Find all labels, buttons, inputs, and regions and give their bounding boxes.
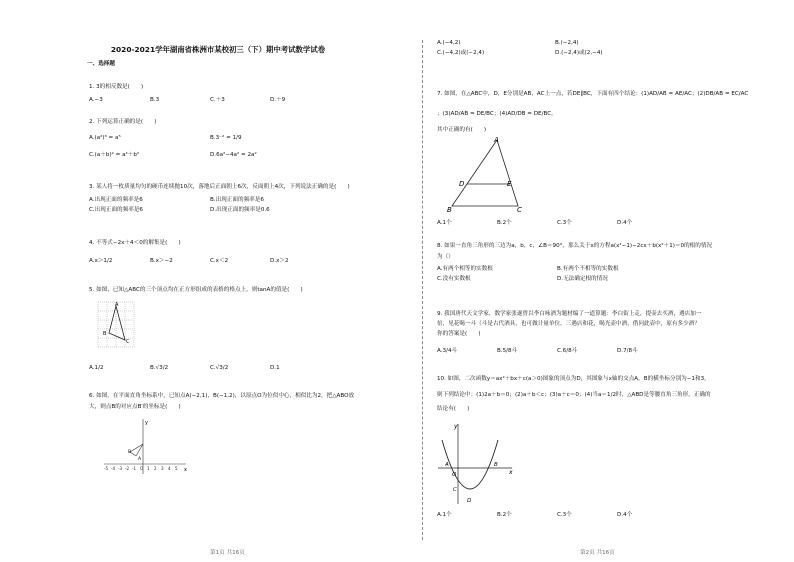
q10-option-b: B.2个	[497, 512, 512, 518]
q10-stem-line1: 10. 如图，二次函数y＝ax²＋bx＋c(a＞0)图象的顶点为D，其图象与x轴的交点A，B的横坐标分别为−1和3，	[437, 376, 710, 382]
q5-label-c: C	[126, 339, 130, 345]
q3-stem: 3. 某人将一枚质量均匀的硬币连续抛10次，落地后正面朝上6次，反面朝上4次，下列说法正确的是( )	[89, 184, 350, 190]
q7-stem-line2: ；(3)AD/AB = DE/BC；(4)AD/DB = DE/BC。	[437, 111, 557, 117]
q5-stem: 5. 如图，已知△ABC的三个顶点均在正方形组成的表格的格点上，则tanA的值是( )	[89, 287, 303, 293]
q4-option-c: C.x＜2	[210, 258, 229, 264]
q10-stem-line3: 结论有( )	[437, 406, 470, 412]
q6-label-a: A	[138, 457, 142, 462]
q6-tick: 3	[161, 466, 164, 471]
q7-label-a: A	[494, 136, 499, 144]
q3-option-a: A.出现正面的频率是6	[89, 197, 143, 203]
q6-tick: 1	[147, 466, 150, 471]
q8-option-d: D.无法确定根的情况	[557, 276, 608, 282]
q10-option-a: A.1个	[437, 512, 452, 518]
q8-stem: 8. 如果一直角三角形的三边为a，b，c，∠B＝90°，那么关于x的方程a(x²−1)−2cx＋b(x²＋1)＝0的根的情况	[437, 243, 713, 249]
q5-grid-figure	[96, 300, 141, 350]
q2-stem: 2. 下列运算正确的是( )	[89, 119, 157, 125]
q3-option-d: D.出现正面的频率是0.6	[210, 207, 270, 213]
footer-left-page: 第1页 共16页	[210, 550, 245, 556]
q9-option-b: B.5/8斗	[497, 348, 518, 354]
footer-right-page: 第2页 共16页	[580, 550, 615, 556]
q6-tick: -4	[111, 466, 115, 471]
q6-label-x: x	[184, 467, 187, 473]
q7-label-b: B	[447, 206, 452, 214]
q6-coordinate-figure	[100, 416, 190, 478]
q6-label-b: B	[128, 450, 132, 455]
q7-option-c: C.3个	[557, 220, 572, 226]
q5-label-a: A	[115, 302, 119, 308]
q10-label-y: y	[454, 423, 458, 430]
q2-option-c: C.(a＋b)² = a²＋b²	[89, 152, 140, 158]
q10-parabola	[442, 440, 498, 489]
q6-tick: -2	[125, 466, 129, 471]
q10-label-a: A	[445, 462, 449, 468]
q6-option-b: B.(−2,4)	[555, 40, 579, 46]
q8-option-c: C.没有实数根	[437, 276, 471, 282]
q7-triangle-figure	[445, 134, 525, 214]
q1-stem: 1. 3的相反数是( )	[89, 84, 144, 90]
q7-triangle-abc	[452, 140, 518, 206]
q6-tick: 4	[168, 466, 171, 471]
q3-option-c: C.出现正面的频率是6	[89, 207, 143, 213]
q4-option-d: D.x＞2	[270, 258, 289, 264]
column-divider	[422, 40, 423, 540]
q7-label-d: D	[459, 180, 465, 188]
q9-stem-line2: 倍，见花喝一斗（斗是古代酒具，也可做计量单位。三遇店和花，喝光壶中酒，借问此壶中，原有多少酒？	[437, 321, 700, 327]
q10-parabola-figure	[436, 420, 516, 506]
q7-label-c: C	[517, 206, 522, 214]
q10-stem-line2: 则下列结论中：(1)2a＋b＝0；(2)a＋b＜c；(3)a＋c＝0；(4)当a＝1/2时，△ABD是等腰直角三角形。正确的	[437, 392, 711, 398]
q10-label-o: O	[452, 472, 457, 478]
q10-label-c: C	[453, 487, 457, 493]
q1-option-b: B.3	[150, 97, 160, 103]
q7-option-b: B.2个	[497, 220, 512, 226]
q10-option-c: C.3个	[557, 512, 572, 518]
q6-option-a: A.(−4,2)	[437, 40, 461, 46]
q6-label-y: y	[145, 420, 148, 426]
q8-stem-line2: 为（）	[437, 254, 454, 260]
q5-option-b: B.√3/2	[150, 365, 169, 371]
q10-option-d: D.4个	[617, 512, 633, 518]
q3-option-b: B.出现正面的频率是6	[210, 197, 264, 203]
q1-option-d: D.＋9	[270, 97, 286, 103]
page-title: 2020-2021学年湖南省株洲市某校初三（下）期中考试数学试卷	[110, 45, 326, 54]
q2-option-d: D.6a²−4a² = 2a²	[210, 152, 257, 158]
q8-option-a: A.有两个相等的实数根	[437, 266, 493, 272]
q6-tick: -5	[104, 466, 108, 471]
q6-tick: 2	[154, 466, 157, 471]
q9-option-c: C.6/8斗	[557, 348, 578, 354]
q6-tick: -1	[132, 466, 136, 471]
q6-tick: 5	[175, 466, 178, 471]
q9-option-d: D.7/8斗	[617, 348, 638, 354]
q5-label-b: B	[103, 331, 107, 337]
q7-option-a: A.1个	[437, 220, 452, 226]
q6-tick: -3	[118, 466, 122, 471]
q6-tick: O	[140, 466, 144, 471]
q5-option-c: C.√3/2	[210, 365, 229, 371]
q7-option-d: D.4个	[617, 220, 633, 226]
q9-option-a: A.3/4斗	[437, 348, 458, 354]
q7-stem-line1: 7. 如图，在△ABC中，D，E分别是AB，AC上一点，若DE∥BC，下面有四个结论：(1)AD/AB = AE/AC；(2)DB/AB = EC/AC	[437, 91, 749, 97]
q6-stem-line2: 大，则点B的对应点B′的坐标是( )	[89, 404, 181, 410]
q6-stem-line1: 6. 如图，在平面直角坐标系中，已知点A(−2,1)，B(−1,2)，以原点O为位似中心，相似比为2，把△ABO放	[89, 393, 355, 399]
q5-option-a: A.1/2	[89, 365, 104, 371]
q4-stem: 4. 不等式−2x＋4＜0的解集是( )	[89, 240, 181, 246]
q1-option-a: A.−3	[89, 97, 103, 103]
q2-option-b: B.3⁻² = 1/9	[210, 135, 242, 141]
q6-option-d: D.(−2,4)或(2,−4)	[555, 50, 603, 56]
q9-stem-line1: 9. 我国唐代天文学家，数学家张遂曾以李白咏酒为题材编了一道算题：李白街上走，提壶去买酒，遇店加一	[437, 311, 702, 317]
q8-option-b: B.有两个不相等的实数根	[557, 266, 619, 272]
q10-label-d: D	[467, 498, 472, 504]
q10-label-b: B	[494, 462, 498, 468]
q1-option-c: C.＋3	[210, 97, 225, 103]
q2-option-a: A.(a²)³ = a⁵	[89, 135, 121, 141]
q6-option-c: C.(−4,2)或(−2,4)	[437, 50, 485, 56]
q7-label-e: E	[507, 180, 512, 188]
q6-triangle	[130, 444, 143, 456]
q10-label-x: x	[509, 469, 513, 476]
q9-stem-line3: 你的答案是( )	[437, 331, 481, 337]
q4-option-a: A.x＞1/2	[89, 258, 113, 264]
section-heading: 一、选择题	[87, 61, 115, 67]
q7-stem-line3: 其中正确的有( )	[437, 127, 487, 133]
q5-option-d: D.1	[270, 365, 280, 371]
q4-option-b: B.x＞−2	[150, 258, 173, 264]
